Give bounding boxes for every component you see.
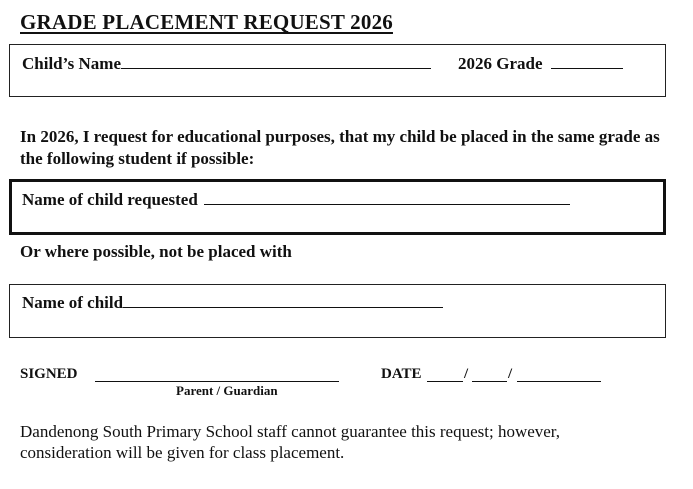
child-name-label: Child’s Name	[22, 54, 122, 73]
date-separator-2: /	[508, 366, 513, 382]
request-statement: In 2026, I request for educational purposes, that my child be placed in the same grade as the following student if possible:	[20, 127, 660, 168]
requested-child-field[interactable]	[204, 190, 570, 205]
signature-line[interactable]	[95, 381, 339, 382]
requested-child-box	[9, 179, 666, 235]
disclaimer-text: Dandenong South Primary School staff cannot guarantee this request; however, consideration will be given for class placement.	[20, 422, 561, 462]
form-title: GRADE PLACEMENT REQUEST 2026	[20, 10, 393, 34]
date-day-field[interactable]	[427, 381, 463, 382]
signed-label: SIGNED	[20, 366, 78, 382]
child-details-box	[9, 44, 666, 97]
not-placed-child-box	[9, 284, 666, 338]
date-separator-1: /	[464, 366, 469, 382]
not-placed-with-text: Or where possible, not be placed with	[20, 242, 292, 261]
grade-field[interactable]	[551, 54, 623, 69]
requested-child-label: Name of child requested	[22, 190, 198, 209]
parent-guardian-label: Parent / Guardian	[176, 383, 278, 398]
grade-label: 2026 Grade	[458, 54, 543, 73]
not-placed-child-label: Name of child	[22, 293, 124, 312]
not-placed-child-field[interactable]	[123, 293, 443, 308]
date-year-field[interactable]	[517, 381, 601, 382]
date-label: DATE	[381, 366, 422, 382]
child-name-field[interactable]	[121, 54, 431, 69]
date-month-field[interactable]	[472, 381, 507, 382]
